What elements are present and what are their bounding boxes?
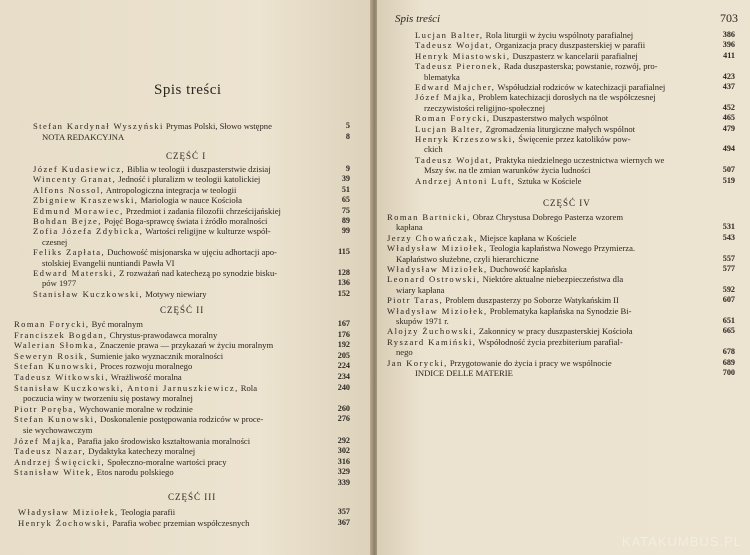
- entry-title: Obraz Chrystusa Dobrego Pasterza wzorem: [472, 212, 624, 222]
- entry-title: Parafia jako środowisko kształtowania moralności: [77, 435, 251, 446]
- entry-page: 302: [337, 446, 350, 456]
- entry-title: Praktyka niedzielnego uczestnictwa wiernych we: [494, 154, 665, 165]
- entry-page: 65: [341, 195, 350, 205]
- entry-author: Walerian Słomka,: [14, 340, 98, 351]
- entry-title: Święcenie przez katolików pow-: [518, 134, 631, 144]
- entry-title: Wrażliwość moralna: [110, 372, 182, 382]
- entry-author: Ryszard Kamiński,: [387, 336, 477, 347]
- entry-page: 276: [337, 414, 350, 424]
- entry-title: Mszy św. na tle zmian warunków życia ludności: [424, 165, 591, 176]
- entry-page: 689: [722, 357, 735, 367]
- entry-title: Społeczno-moralne wartości pracy: [107, 456, 227, 467]
- entry-title: rzeczywistości religijno-społecznej: [424, 102, 545, 113]
- toc-entry: [14, 414, 263, 424]
- entry-title: Parafia wobec przemian współczesnych: [112, 517, 250, 528]
- entry-title: Sumienie jako wyznacznik moralności: [90, 350, 224, 361]
- entry-page: 39: [341, 174, 350, 184]
- toc-entry: [18, 507, 175, 517]
- toc-entry: [387, 243, 635, 253]
- entry-author: Jerzy Chowańczak,: [387, 232, 478, 243]
- entry-page: 519: [722, 175, 735, 185]
- toc-entry: [415, 40, 645, 50]
- toc-entry: [14, 319, 143, 329]
- entry-page: 423: [722, 71, 735, 81]
- entry-page: 607: [722, 295, 735, 305]
- entry-title: Duchowość misjonarska w ujęciu adhortacji apo-: [107, 247, 277, 258]
- toc-entry: [33, 216, 267, 226]
- entry-page: 224: [337, 361, 350, 371]
- toc-entry: [415, 61, 658, 71]
- section-heading: CZĘŚĆ II: [160, 305, 205, 315]
- entry-title: Mariologia w nauce Kościoła: [140, 195, 242, 206]
- toc-entry: [396, 222, 423, 232]
- entry-title: NOTA REDAKCYJNA: [42, 131, 125, 142]
- toc-entry: [33, 206, 281, 216]
- entry-author: Stefan Kunowski,: [14, 414, 98, 425]
- entry-title: Dydaktyka katechezy moralnej: [88, 446, 196, 457]
- entry-title: stolskiej Evangelii nuntiandi Pawła VI: [42, 257, 175, 268]
- section-heading: CZĘŚĆ III: [168, 492, 217, 502]
- entry-page: 316: [337, 456, 350, 466]
- entry-author: Leonard Ostrowski,: [387, 274, 481, 285]
- entry-author: Władysław Miziołek,: [387, 305, 488, 316]
- entry-page: 386: [722, 30, 735, 39]
- toc-entry: [18, 518, 249, 528]
- entry-title: Motywy niewiary: [145, 288, 207, 299]
- entry-author: Stanisław Kuczkowski,: [33, 288, 144, 299]
- toc-entry: [33, 195, 242, 205]
- toc-entry: [33, 185, 236, 195]
- toc-entry: [415, 176, 581, 186]
- entry-author: Zofia Józefa Zdybicka,: [33, 226, 144, 237]
- toc-entry: [42, 132, 124, 142]
- entry-author: Alojzy Żuchowski,: [387, 326, 477, 337]
- entry-title: Duszpasterstwo małych wspólnot: [492, 113, 609, 124]
- entry-title: skupów 1971 r.: [396, 316, 449, 326]
- toc-entry: [387, 337, 623, 347]
- entry-title: sie wychowawczym: [23, 425, 93, 435]
- entry-page: 557: [722, 253, 735, 263]
- entry-page: 700: [722, 368, 735, 377]
- entry-page: 128: [337, 268, 350, 277]
- entry-title: Problem duszpasterzy po Soborze Watykańskim II: [445, 295, 619, 306]
- toc-entry: [23, 393, 193, 403]
- entry-author: Piotr Poręba,: [14, 403, 78, 414]
- entry-page: 152: [337, 288, 350, 298]
- toc-entry: [415, 30, 633, 40]
- entry-page: 665: [722, 326, 735, 336]
- entry-title: Proces rozwoju moralnego: [100, 361, 193, 372]
- toc-entry: [33, 121, 272, 131]
- toc-entry: [33, 226, 271, 236]
- entry-title: Etos narodu polskiego: [96, 467, 174, 478]
- entry-title: Problematyka kapłańska na Synodzie Bi-: [489, 305, 632, 316]
- entry-page: 651: [722, 316, 735, 325]
- entry-title: Antropologiczna integracja w teologii: [105, 184, 237, 195]
- toc-entry: [14, 372, 182, 382]
- toc-entry: [42, 237, 67, 247]
- entry-title: Współudział rodziców w katechizacji parafialnej: [497, 82, 666, 92]
- entry-author: Franciszek Bogdan,: [14, 329, 108, 340]
- entry-author: Jan Korycki,: [387, 357, 448, 368]
- toc-title: Spis treści: [154, 82, 222, 98]
- entry-page: 51: [341, 184, 350, 194]
- entry-title: Znaczenie prawa — przykazań w życiu moralnym: [99, 340, 274, 351]
- entry-author: Andrzej Antoni Luft,: [415, 175, 516, 186]
- section-heading: CZĘŚĆ I: [166, 151, 207, 161]
- entry-author: Andrzej Święcicki,: [14, 456, 106, 467]
- toc-entry: [396, 285, 444, 295]
- entry-page: 592: [722, 284, 735, 294]
- entry-page: 192: [337, 340, 350, 350]
- entry-page: 75: [341, 205, 350, 215]
- entry-page: 89: [341, 216, 350, 225]
- entry-author: Tadeusz Witkowski,: [14, 372, 109, 382]
- entry-page: 234: [337, 372, 350, 381]
- toc-entry: [14, 446, 195, 456]
- entry-author: Roman Forycki,: [14, 319, 90, 329]
- toc-entry: [33, 289, 207, 299]
- toc-entry: [33, 268, 277, 278]
- toc-entry: [14, 457, 227, 467]
- entry-author: Józef Kudasiewicz,: [33, 164, 126, 174]
- entry-author: Władysław Miziołek,: [18, 507, 119, 517]
- entry-title: Przedmiot i zadania filozofii chrześcijańskiej: [125, 205, 281, 216]
- entry-title: Organizacja pracy duszpasterskiej w parafii: [494, 40, 646, 51]
- toc-entry: [14, 340, 273, 350]
- entry-title: Duszpasterz w kancelarii parafialnej: [512, 50, 638, 61]
- entry-title: Zakonnicy w pracy duszpasterskiej Kościoła: [478, 326, 633, 337]
- entry-author: Lucjan Balter,: [415, 30, 484, 40]
- toc-entry: [14, 383, 257, 393]
- entry-title: Współodność życia prezbiterium parafial-: [478, 336, 623, 347]
- entry-title: Wartości religijne w kulturze współ-: [145, 226, 271, 237]
- entry-title: Przygotowanie do życia i pracy we wspólnocie: [449, 357, 612, 368]
- entry-author: Alfons Nossol,: [33, 184, 105, 195]
- entry-author: Tadeusz Wojdat,: [415, 40, 493, 51]
- entry-author: Władysław Miziołek,: [387, 243, 488, 254]
- toc-entry: [415, 155, 664, 165]
- entry-title: pów 1977: [42, 278, 77, 289]
- entry-title: nego: [396, 347, 413, 358]
- entry-page: 357: [337, 507, 350, 516]
- entry-author: Bohdan Bejze,: [33, 216, 102, 226]
- running-head: Spis treści: [395, 13, 441, 25]
- toc-entry: [387, 233, 576, 243]
- entry-title: kapłana: [396, 222, 423, 233]
- entry-author: Henryk Krzeszowski,: [415, 134, 517, 144]
- toc-entry: [33, 174, 260, 184]
- entry-author: Stanisław Kuczkowski, Antoni Jarnuszkiewicz,: [14, 382, 239, 393]
- entry-page: 543: [722, 232, 735, 242]
- toc-entry: [424, 165, 591, 175]
- watermark-logo: KATAKUMBUS.PL: [621, 534, 742, 549]
- toc-entry: [415, 82, 665, 92]
- entry-title: Biblia w teologii i duszpasterstwie dzisiaj: [127, 164, 271, 174]
- toc-entry: [415, 134, 631, 144]
- entry-page: 437: [722, 82, 735, 91]
- entry-author: Władysław Miziołek,: [387, 264, 488, 274]
- entry-author: Tadeusz Wojdat,: [415, 154, 493, 165]
- toc-entry: [396, 347, 413, 357]
- toc-entry: [415, 92, 656, 102]
- entry-page: 136: [337, 278, 350, 288]
- entry-page: 577: [722, 264, 735, 273]
- toc-entry: [33, 247, 277, 257]
- entry-author: Tadeusz Nazar,: [14, 446, 87, 457]
- entry-author: Tadeusz Pieronek,: [415, 61, 502, 72]
- entry-title: Chrystus-prawodawca moralny: [109, 329, 218, 340]
- entry-title: Wychowanie moralne w rodzinie: [79, 403, 193, 414]
- entry-title: Duchowość kapłańska: [489, 264, 567, 274]
- entry-title: Prymas Polski, Słowo wstępne: [165, 121, 272, 131]
- entry-page: 411: [723, 50, 735, 60]
- entry-title: Zgromadzenia liturgiczne małych wspólnot: [485, 123, 636, 134]
- entry-author: Roman Bartnicki,: [387, 212, 471, 222]
- entry-title: Doskonalenie postępowania rodziców w proce-: [100, 414, 264, 425]
- entry-page: 465: [722, 113, 735, 123]
- entry-page: 479: [722, 123, 735, 133]
- entry-page: 167: [337, 319, 350, 328]
- toc-entry: [387, 295, 619, 305]
- entry-page: 99: [341, 226, 350, 236]
- toc-entry: [23, 425, 92, 435]
- toc-entry: [14, 404, 193, 414]
- entry-page: 452: [722, 102, 735, 112]
- entry-author: Henryk Miastowski,: [415, 50, 511, 61]
- entry-page: 507: [722, 165, 735, 175]
- entry-page: 240: [337, 382, 350, 392]
- entry-title: czesnej: [42, 236, 68, 247]
- toc-entry: [424, 103, 545, 113]
- entry-author: Piotr Taras,: [387, 295, 444, 306]
- entry-page: 678: [722, 347, 735, 357]
- entry-author: Lucjan Balter,: [415, 123, 484, 134]
- entry-author: Józef Majka,: [14, 435, 76, 446]
- toc-entry: [14, 351, 223, 361]
- page-number: 703: [720, 11, 738, 25]
- entry-title: Sztuka w Kościele: [517, 175, 582, 186]
- toc-entry: [415, 51, 638, 61]
- entry-title: wiary kapłana: [396, 284, 445, 295]
- toc-entry: [415, 113, 608, 123]
- toc-entry: [387, 212, 623, 222]
- entry-author: Wincenty Granat,: [33, 174, 117, 185]
- toc-entry: [387, 358, 612, 368]
- entry-page: 260: [337, 403, 350, 413]
- entry-author: Seweryn Rosik,: [14, 350, 89, 361]
- entry-page: 8: [345, 131, 350, 141]
- entry-title: Teologia kapłaństwa Nowego Przymierza.: [489, 243, 636, 254]
- entry-title: Problem katechizacji dorosłych na tle współczesnej: [478, 92, 656, 103]
- entry-author: Stanisław Witek,: [14, 467, 95, 478]
- entry-author: Edward Materski,: [33, 268, 117, 278]
- entry-page: 115: [338, 247, 350, 257]
- entry-page: 531: [722, 222, 735, 232]
- toc-entry: [387, 306, 632, 316]
- entry-title: Jedność i pluralizm w teologii katolickiej: [118, 174, 261, 185]
- entry-title: Pojęć Boga-sprawcę świata i źródło moralności: [103, 216, 268, 226]
- entry-title: Miejsce kapłana w Kościele: [479, 232, 577, 243]
- entry-author: Zbigniew Kraszewski,: [33, 195, 139, 206]
- entry-page: 367: [337, 517, 350, 527]
- entry-author: Feliks Zapłata,: [33, 247, 106, 258]
- entry-title: Rola liturgii w życiu wspólnoty parafialnej: [485, 30, 634, 40]
- indice-entry: INDICE DELLE MATERIE: [415, 368, 513, 378]
- entry-title: Kapłaństwo służebne, czyli hierarchiczne: [396, 253, 539, 264]
- toc-entry: [33, 164, 271, 174]
- toc-entry: [42, 278, 76, 288]
- entry-title: ckich: [424, 144, 443, 155]
- entry-page: 339: [337, 478, 350, 487]
- toc-entry: [387, 274, 623, 284]
- entry-author: Stefan Kardynał Wyszyński: [33, 121, 164, 131]
- entry-title: Być moralnym: [91, 319, 143, 329]
- entry-author: Edmund Morawiec,: [33, 205, 124, 216]
- toc-entry: [396, 254, 539, 264]
- entry-title: Rada duszpasterska; powstanie, rozwój, pro-: [503, 61, 658, 72]
- toc-entry: [14, 330, 217, 340]
- entry-title: Teologia parafii: [120, 507, 176, 517]
- entry-title: poczucia winy w tworzeniu się postawy moralnej: [23, 393, 193, 404]
- left-page: [0, 0, 372, 555]
- toc-entry: [14, 467, 174, 477]
- toc-entry: [14, 436, 250, 446]
- entry-author: Józef Majka,: [415, 92, 477, 103]
- entry-page: 5: [345, 121, 350, 130]
- entry-title: blematyka: [424, 71, 460, 82]
- entry-page: 329: [337, 467, 350, 477]
- entry-page: 396: [722, 40, 735, 50]
- toc-entry: [424, 72, 460, 82]
- entry-author: Edward Majcher,: [415, 82, 496, 92]
- toc-entry: [396, 316, 449, 326]
- entry-author: Roman Forycki,: [415, 113, 491, 124]
- toc-entry: [387, 264, 567, 274]
- entry-page: 9: [345, 164, 350, 173]
- right-page: [377, 0, 750, 555]
- entry-title: Niektóre aktualne niebezpieczeństwa dla: [482, 274, 624, 285]
- toc-entry: [14, 361, 192, 371]
- section-heading: CZĘŚĆ IV: [543, 198, 591, 208]
- toc-entry: [387, 326, 633, 336]
- toc-entry: [415, 124, 635, 134]
- entry-page: 494: [722, 144, 735, 154]
- entry-title: Rola: [240, 382, 258, 393]
- entry-author: Stefan Kunowski,: [14, 361, 98, 372]
- toc-entry: [42, 258, 175, 268]
- entry-title: Z rozważań nad katechezą po synodzie bisku-: [119, 268, 278, 278]
- entry-page: 205: [337, 350, 350, 360]
- toc-entry: [424, 144, 443, 154]
- entry-page: 292: [337, 435, 350, 445]
- entry-author: Henryk Żochowski,: [18, 517, 111, 528]
- entry-page: 176: [337, 329, 350, 339]
